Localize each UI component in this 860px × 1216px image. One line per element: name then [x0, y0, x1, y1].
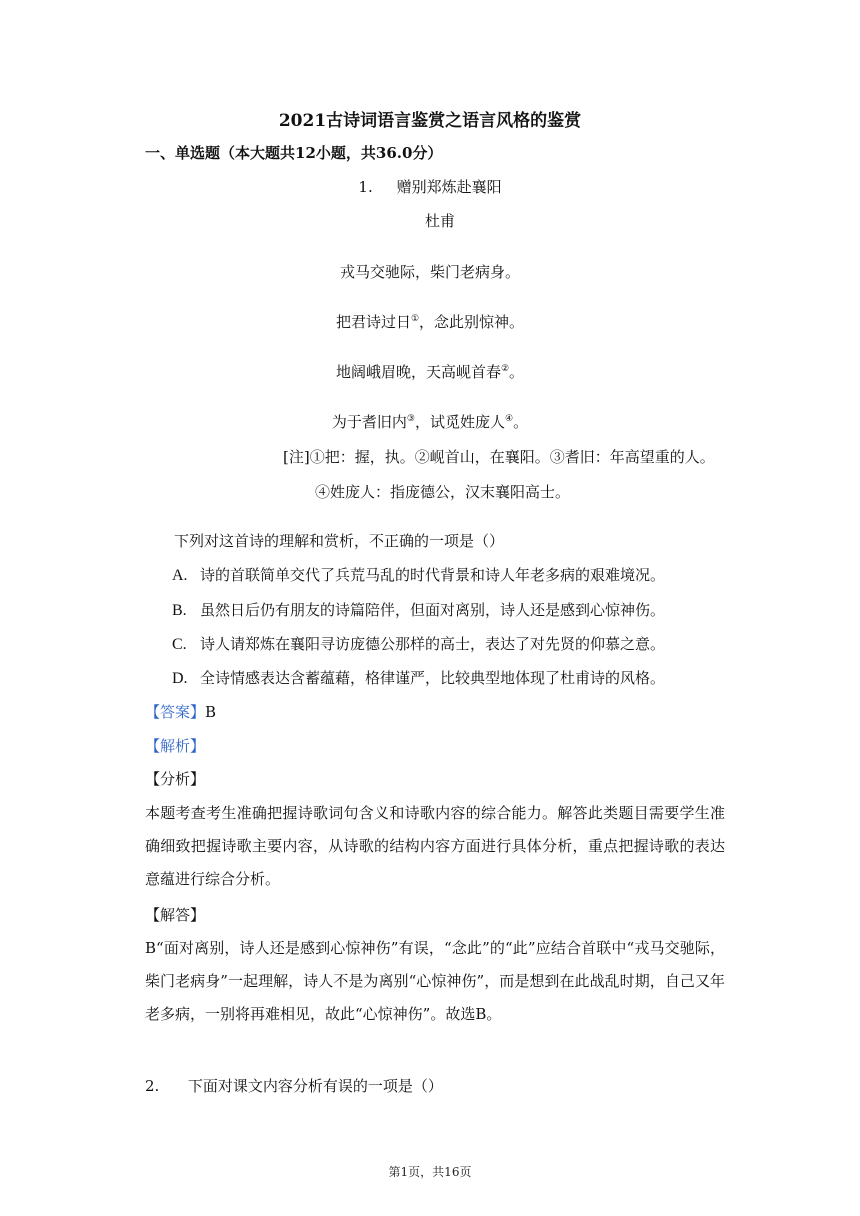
section-heading: 一、单选题（本大题共12小题，共36.0分） [145, 144, 443, 162]
option-c[interactable]: C. 诗人请郑炼在襄阳寻访庞德公那样的高士，表达了对先贤的仰慕之意。 [172, 635, 666, 653]
answer-value: B [205, 703, 217, 721]
jieda-tag: 【解答】 [145, 906, 206, 924]
q1-poem-title: 赠别郑炼赴襄阳 [396, 178, 502, 196]
poem-line-4: 为于耆旧内③，试觅姓庞人④。 [331, 413, 529, 431]
q2-number: 2. [145, 1077, 160, 1095]
footnote-marker: ③ [406, 414, 415, 424]
poem-line-2: 把君诗过日①，念此别惊神。 [335, 313, 525, 331]
answer-tag: 【答案】 [145, 703, 206, 721]
analysis-tag: 【解析】 [145, 737, 206, 755]
poem-line-3: 地阔峨眉晚，天高岘首春②。 [335, 363, 525, 381]
answer-line [145, 701, 216, 722]
page-footer: 第1页，共16页 [388, 1165, 472, 1179]
footnote-marker: ① [410, 314, 420, 324]
q1-author: 杜甫 [424, 212, 455, 230]
q1-stem: 下列对这首诗的理解和赏析，不正确的一项是（） [174, 532, 505, 550]
jieda-paragraph: B“面对离别，诗人还是感到心惊神伤”有误，“念此”的“此”应结合首联中“戎马交驰际，柴门老病身”一起理解，诗人不是为离别“心惊神伤”，而是想到在此战乱时期，自己又年老多病，一别将再难相见，故此“心惊神伤”。故选B。 [145, 939, 725, 1023]
footnote-marker: ② [500, 364, 510, 374]
poem-note-2: ④姓庞人：指庞德公，汉末襄阳高士。 [315, 483, 571, 501]
q1-number: 1. [358, 178, 373, 196]
poem-note-1: [注]①把：握，执。②岘首山，在襄阳。③耆旧：年高望重的人。 [283, 448, 715, 466]
q1-title-line [0, 176, 860, 197]
fenxi-tag: 【分析】 [145, 770, 206, 788]
fenxi-paragraph: 本题考查考生准确把握诗歌词句含义和诗歌内容的综合能力。解答此类题目需要学生准确细致把握诗歌主要内容，从诗歌的结构内容方面进行具体分析，重点把握诗歌的表达意蕴进行综合分析。 [145, 804, 725, 888]
document-title: 2021古诗词语言鉴赏之语言风格的鉴赏 [278, 111, 582, 131]
poem-line-1: 戎马交驰际，柴门老病身。 [339, 263, 520, 281]
q2-line [145, 1075, 443, 1096]
option-a[interactable]: A. 诗的首联简单交代了兵荒马乱的时代背景和诗人年老多病的艰难境况。 [172, 566, 666, 584]
option-b[interactable]: B. 虽然日后仍有朋友的诗篇陪伴，但面对离别，诗人还是感到心惊神伤。 [172, 601, 666, 619]
footnote-marker: ④ [505, 414, 514, 424]
option-d[interactable]: D. 全诗情感表达含蓄蕴藉，格律谨严，比较典型地体现了杜甫诗的风格。 [172, 669, 666, 687]
q2-stem: 下面对课文内容分析有误的一项是（） [187, 1077, 443, 1095]
